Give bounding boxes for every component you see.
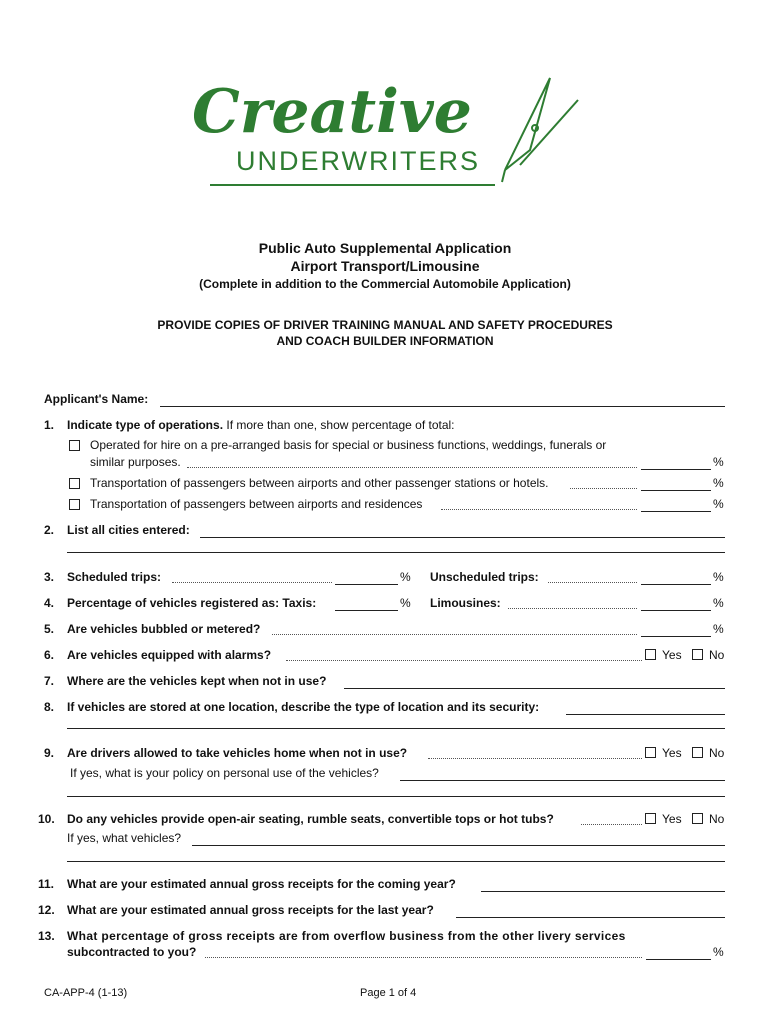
leader-dots bbox=[187, 455, 637, 468]
q9-yes-checkbox[interactable] bbox=[645, 747, 656, 758]
q4-taxis-percent-input[interactable] bbox=[335, 596, 398, 611]
q7-location-input[interactable] bbox=[344, 674, 725, 689]
q13-label: What percentage of gross receipts are from overflow business from the other livery services bbox=[67, 929, 626, 943]
q8-security-input[interactable] bbox=[566, 700, 725, 715]
q3-scheduled-percent-sign: % bbox=[400, 570, 411, 584]
q8-security-extra-line[interactable] bbox=[67, 728, 725, 729]
q1-option1-label-line2: similar purposes. bbox=[90, 455, 181, 469]
q10-followup-label: If yes, what vehicles? bbox=[67, 831, 182, 845]
logo-script-text: Creative bbox=[192, 77, 472, 147]
leader-dots bbox=[172, 570, 332, 583]
q11-number: 11. bbox=[38, 877, 55, 891]
q7-number: 7. bbox=[44, 674, 55, 688]
q4-limousines-percent-sign: % bbox=[713, 596, 724, 610]
q13-label-line2: subcontracted to you? bbox=[67, 945, 197, 959]
q1-option2-percent-input[interactable] bbox=[641, 476, 711, 491]
q4-limousines-percent-input[interactable] bbox=[641, 596, 711, 611]
form-title: Public Auto Supplemental Application bbox=[258, 240, 512, 256]
q5-label: Are vehicles bubbled or metered? bbox=[67, 622, 261, 636]
q10-vehicles-input[interactable] bbox=[192, 831, 725, 846]
q9-no-label: No bbox=[709, 746, 725, 760]
leader-dots bbox=[508, 596, 637, 609]
q9-policy-extra-line[interactable] bbox=[67, 796, 725, 797]
q9-no-checkbox[interactable] bbox=[692, 747, 703, 758]
q9-label: Are drivers allowed to take vehicles home when not in use? bbox=[67, 746, 408, 760]
q3-scheduled-label: Scheduled trips: bbox=[67, 570, 162, 584]
q13-percent-input[interactable] bbox=[646, 945, 711, 960]
leader-dots bbox=[286, 648, 642, 661]
q2-cities-extra-line[interactable] bbox=[67, 552, 725, 553]
q6-yes-checkbox[interactable] bbox=[645, 649, 656, 660]
footer-page-number: Page 1 of 4 bbox=[360, 987, 417, 999]
logo bbox=[190, 70, 590, 195]
q10-number: 10. bbox=[38, 812, 55, 826]
leader-dots bbox=[441, 497, 637, 510]
q1-option1-checkbox[interactable] bbox=[69, 440, 80, 451]
q3-unscheduled-percent-sign: % bbox=[713, 570, 724, 584]
q6-label: Are vehicles equipped with alarms? bbox=[67, 648, 272, 662]
q3-unscheduled-label: Unscheduled trips: bbox=[430, 570, 539, 584]
q9-yes-label: Yes bbox=[662, 746, 682, 760]
notice-line-1: PROVIDE COPIES OF DRIVER TRAINING MANUAL AND SAFETY PROCEDURES bbox=[157, 318, 613, 332]
q11-label: What are your estimated annual gross receipts for the coming year? bbox=[67, 877, 456, 891]
q6-no-label: No bbox=[709, 648, 725, 662]
q9-policy-input[interactable] bbox=[400, 766, 725, 781]
q4-taxis-label: Percentage of vehicles registered as: Taxis: bbox=[67, 596, 317, 610]
q6-number: 6. bbox=[44, 648, 55, 662]
q10-no-label: No bbox=[709, 812, 725, 826]
q10-yes-label: Yes bbox=[662, 812, 682, 826]
q10-label: Do any vehicles provide open-air seating, rumble seats, convertible tops or hot tubs? bbox=[67, 812, 554, 826]
logo-graphic bbox=[190, 70, 590, 195]
q10-no-checkbox[interactable] bbox=[692, 813, 703, 824]
q3-unscheduled-percent-input[interactable] bbox=[641, 570, 711, 585]
q6-yes-label: Yes bbox=[662, 648, 682, 662]
leader-dots bbox=[205, 945, 642, 958]
leader-dots bbox=[272, 622, 637, 635]
pen-nib-icon bbox=[502, 78, 578, 182]
q4-number: 4. bbox=[44, 596, 55, 610]
q6-no-checkbox[interactable] bbox=[692, 649, 703, 660]
q10-vehicles-extra-line[interactable] bbox=[67, 861, 725, 862]
leader-dots bbox=[581, 812, 642, 825]
q1-hint: If more than one, show percentage of total: bbox=[226, 418, 455, 432]
form-note: (Complete in addition to the Commercial Automobile Application) bbox=[199, 277, 571, 291]
leader-dots bbox=[570, 476, 637, 489]
leader-dots bbox=[428, 746, 642, 759]
q3-number: 3. bbox=[44, 570, 55, 584]
leader-dots bbox=[548, 570, 637, 583]
q5-number: 5. bbox=[44, 622, 55, 636]
q2-number: 2. bbox=[44, 523, 55, 537]
q1-option3-percent-sign: % bbox=[713, 497, 724, 511]
q2-label: List all cities entered: bbox=[67, 523, 190, 537]
q12-number: 12. bbox=[38, 903, 55, 917]
q4-limousines-label: Limousines: bbox=[430, 596, 501, 610]
notice-line-2: AND COACH BUILDER INFORMATION bbox=[276, 334, 494, 348]
q5-percent-input[interactable] bbox=[641, 622, 711, 637]
q10-yes-checkbox[interactable] bbox=[645, 813, 656, 824]
q1-option3-checkbox[interactable] bbox=[69, 499, 80, 510]
footer-form-id: CA-APP-4 (1-13) bbox=[44, 987, 128, 999]
q1-label: Indicate type of operations. bbox=[67, 418, 224, 432]
q5-percent-sign: % bbox=[713, 622, 724, 636]
q9-number: 9. bbox=[44, 746, 55, 760]
q7-label: Where are the vehicles kept when not in use? bbox=[67, 674, 327, 688]
form-subtitle: Airport Transport/Limousine bbox=[290, 258, 480, 274]
q1-option2-label: Transportation of passengers between airports and other passenger stations or hotels. bbox=[90, 476, 549, 490]
q1-question bbox=[67, 418, 455, 432]
q8-label: If vehicles are stored at one location, describe the type of location and its security: bbox=[67, 700, 540, 714]
q1-option3-percent-input[interactable] bbox=[641, 497, 711, 512]
q3-scheduled-percent-input[interactable] bbox=[335, 570, 398, 585]
applicant-name-input[interactable] bbox=[160, 392, 725, 407]
q4-taxis-percent-sign: % bbox=[400, 596, 411, 610]
q1-option1-label: Operated for hire on a pre-arranged basis for special or business functions, weddings, funerals or bbox=[90, 438, 607, 452]
q2-cities-input[interactable] bbox=[200, 523, 725, 538]
q11-receipts-input[interactable] bbox=[481, 877, 725, 892]
q12-receipts-input[interactable] bbox=[456, 903, 725, 918]
q13-number: 13. bbox=[38, 929, 55, 943]
q1-option1-percent-input[interactable] bbox=[641, 455, 711, 470]
q13-percent-sign: % bbox=[713, 945, 724, 959]
q1-number: 1. bbox=[44, 418, 55, 432]
q12-label: What are your estimated annual gross receipts for the last year? bbox=[67, 903, 434, 917]
q1-option2-percent-sign: % bbox=[713, 476, 724, 490]
q1-option3-label: Transportation of passengers between airports and residences bbox=[90, 497, 423, 511]
applicant-name-label: Applicant's Name: bbox=[44, 392, 149, 406]
q1-option2-checkbox[interactable] bbox=[69, 478, 80, 489]
q9-followup-label: If yes, what is your policy on personal use of the vehicles? bbox=[70, 766, 379, 780]
q1-option1-percent-sign: % bbox=[713, 455, 724, 469]
logo-word: UNDERWRITERS bbox=[236, 146, 481, 176]
q8-number: 8. bbox=[44, 700, 55, 714]
